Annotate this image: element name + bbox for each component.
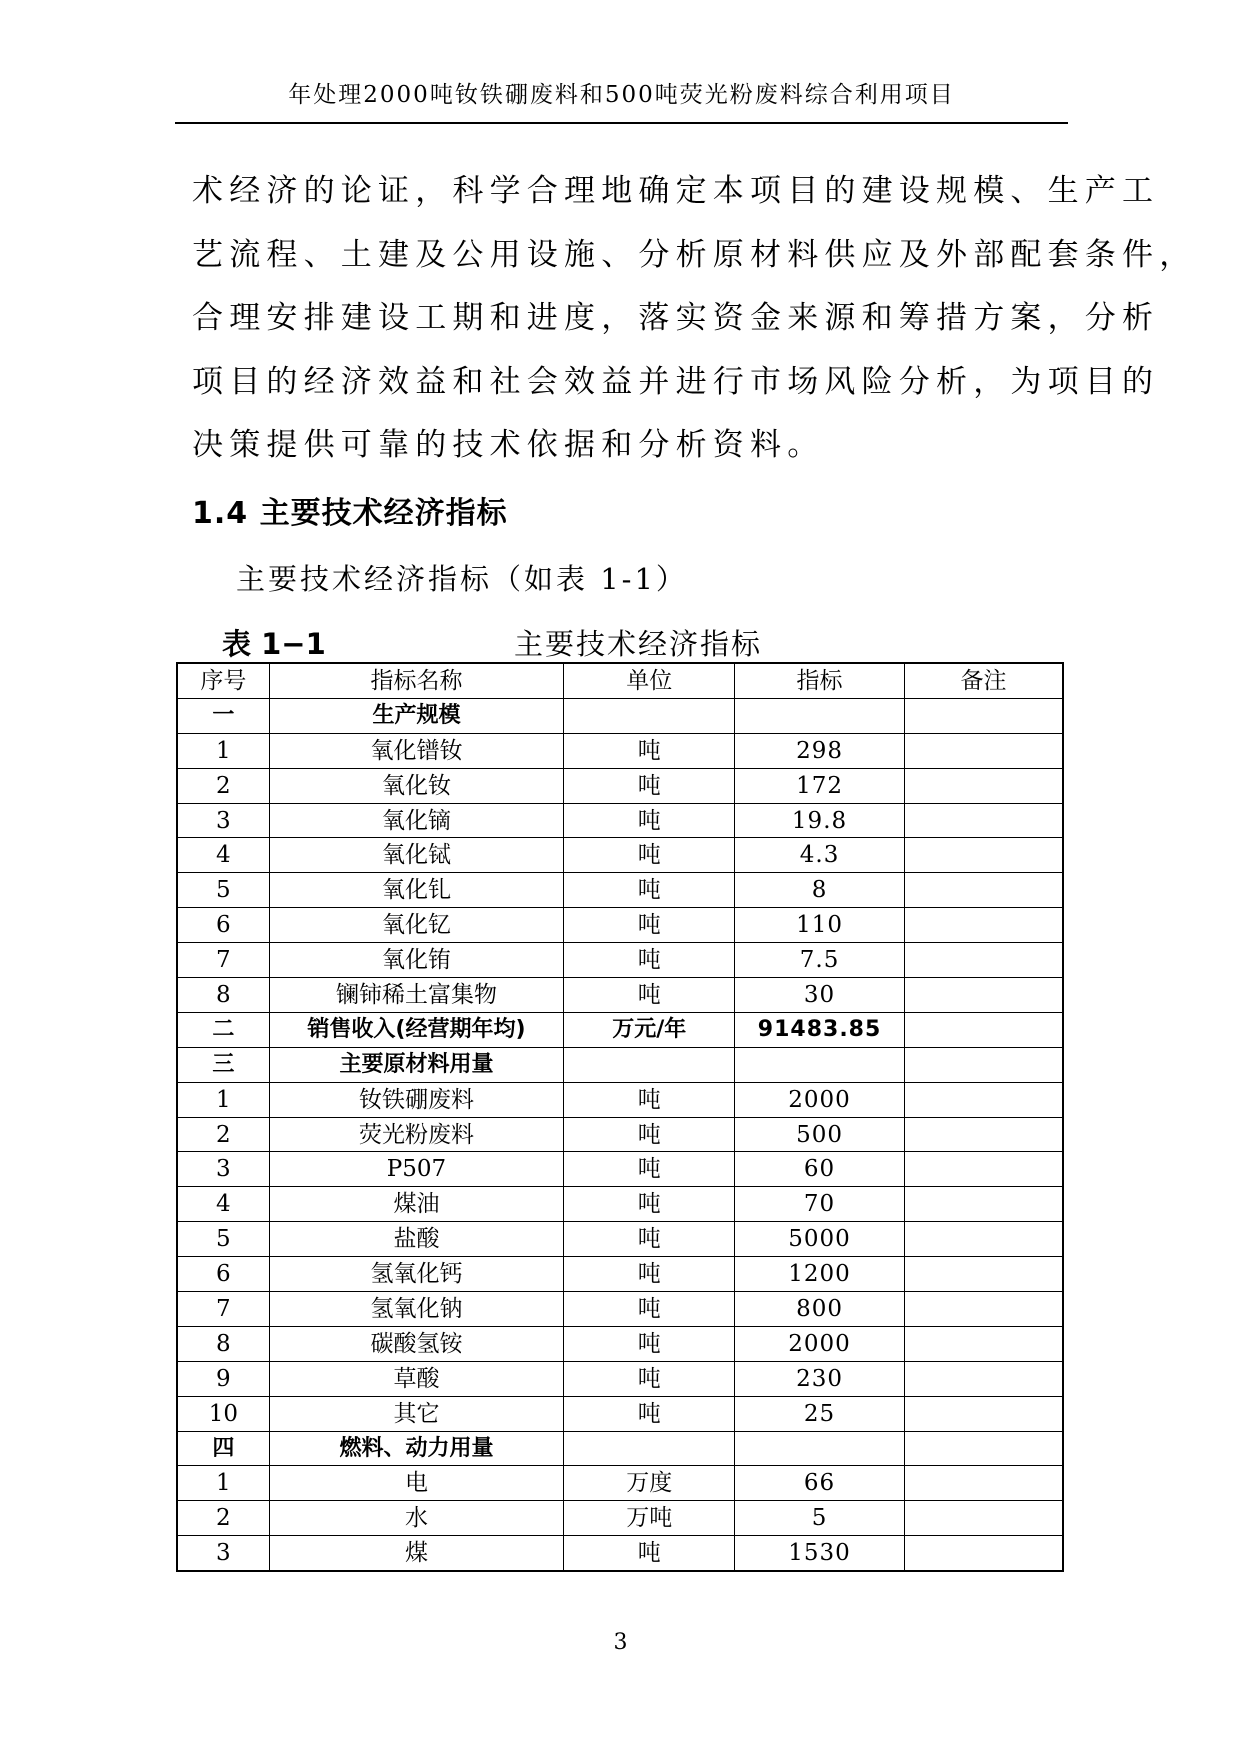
note-cell: [904, 978, 1063, 1013]
paragraph-line: 术经济的论证，科学合理地确定本项目的建设规模、生产工: [192, 173, 1160, 209]
table-row: [177, 1152, 1063, 1187]
table-row: [177, 1292, 1063, 1327]
row-number-cell: 2: [177, 768, 269, 803]
unit-cell: 万元/年: [564, 1012, 735, 1047]
unit-cell: 吨: [564, 1187, 735, 1222]
row-number-cell: 2: [177, 1501, 269, 1536]
note-cell: [904, 1326, 1063, 1361]
note-cell: [904, 873, 1063, 908]
indicator-name-cell: 氧化钇: [269, 908, 564, 943]
note-cell: [904, 1012, 1063, 1047]
unit-cell: 吨: [564, 733, 735, 768]
category-row: [177, 1047, 1063, 1082]
note-cell: [904, 733, 1063, 768]
category-row: [177, 698, 1063, 733]
note-cell: [904, 1082, 1063, 1117]
table-row: [177, 1326, 1063, 1361]
indicator-name-cell: 其它: [269, 1396, 564, 1431]
indicator-name-cell: 燃料、动力用量: [269, 1431, 564, 1466]
row-number-cell: 1: [177, 1466, 269, 1501]
indicator-name-cell: 氢氧化钙: [269, 1257, 564, 1292]
unit-cell: 吨: [564, 803, 735, 838]
table-caption-title: 主要技术经济指标: [514, 627, 763, 661]
value-cell: 800: [735, 1292, 905, 1327]
table-row: [177, 1466, 1063, 1501]
row-number-cell: 四: [177, 1431, 269, 1466]
page-number: 3: [613, 1630, 628, 1655]
indicator-name-cell: 主要原材料用量: [269, 1047, 564, 1082]
value-cell: 30: [735, 978, 905, 1013]
note-cell: [904, 768, 1063, 803]
row-number-cell: 2: [177, 1117, 269, 1152]
category-row: [177, 1431, 1063, 1466]
note-cell: [904, 1396, 1063, 1431]
table-row: [177, 1187, 1063, 1222]
table-row: [177, 768, 1063, 803]
note-cell: [904, 1047, 1063, 1082]
row-number-cell: 5: [177, 1222, 269, 1257]
value-cell: 230: [735, 1361, 905, 1396]
value-cell: 25: [735, 1396, 905, 1431]
note-cell: [904, 1222, 1063, 1257]
row-number-cell: 二: [177, 1012, 269, 1047]
table-row: [177, 733, 1063, 768]
indicator-name-cell: P507: [269, 1152, 564, 1187]
table-row: [177, 1222, 1063, 1257]
row-number-cell: 4: [177, 838, 269, 873]
body-paragraph: [192, 160, 1197, 478]
note-cell: [904, 1257, 1063, 1292]
header-title: 年处理2000吨钕铁硼废料和500吨荧光粉废料综合利用项目: [288, 82, 955, 108]
indicator-name-cell: 草酸: [269, 1361, 564, 1396]
value-cell: [735, 1431, 905, 1466]
unit-cell: 吨: [564, 1361, 735, 1396]
row-number-cell: 9: [177, 1361, 269, 1396]
row-number-cell: 7: [177, 1292, 269, 1327]
unit-cell: 吨: [564, 1117, 735, 1152]
indicator-name-cell: 钕铁硼废料: [269, 1082, 564, 1117]
column-header: 指标名称: [269, 663, 564, 698]
value-cell: 66: [735, 1466, 905, 1501]
table-row: [177, 1082, 1063, 1117]
row-number-cell: 3: [177, 1152, 269, 1187]
unit-cell: 吨: [564, 1152, 735, 1187]
paragraph-line: 艺流程、土建及公用设施、分析原材料供应及外部配套条件，: [192, 236, 1197, 273]
indicator-name-cell: 电: [269, 1466, 564, 1501]
unit-cell: 吨: [564, 978, 735, 1013]
table-row: [177, 1117, 1063, 1152]
row-number-cell: 6: [177, 1257, 269, 1292]
category-row: [177, 1012, 1063, 1047]
value-cell: 7.5: [735, 943, 905, 978]
unit-cell: 吨: [564, 908, 735, 943]
column-header: 序号: [177, 663, 269, 698]
note-cell: [904, 1292, 1063, 1327]
value-cell: 172: [735, 768, 905, 803]
unit-cell: 吨: [564, 768, 735, 803]
row-number-cell: 3: [177, 1536, 269, 1571]
table-row: [177, 1536, 1063, 1571]
unit-cell: 万吨: [564, 1501, 735, 1536]
value-cell: 4.3: [735, 838, 905, 873]
unit-cell: 吨: [564, 1326, 735, 1361]
unit-cell: 吨: [564, 1082, 735, 1117]
note-cell: [904, 1536, 1063, 1571]
paragraph-line: 合理安排建设工期和进度，落实资金来源和筹措方案，分析: [192, 300, 1160, 336]
indicator-name-cell: 煤: [269, 1536, 564, 1571]
section-heading: 1.4 主要技术经济指标: [192, 496, 508, 531]
value-cell: 91483.85: [735, 1012, 905, 1047]
indicator-name-cell: 氧化钆: [269, 873, 564, 908]
row-number-cell: 4: [177, 1187, 269, 1222]
unit-cell: 吨: [564, 1257, 735, 1292]
value-cell: 60: [735, 1152, 905, 1187]
column-header: 备注: [904, 663, 1063, 698]
value-cell: 2000: [735, 1082, 905, 1117]
value-cell: 1530: [735, 1536, 905, 1571]
indicators-table: [176, 662, 1064, 1572]
value-cell: [735, 698, 905, 733]
indicator-name-cell: 荧光粉废料: [269, 1117, 564, 1152]
row-number-cell: 5: [177, 873, 269, 908]
table-row: [177, 803, 1063, 838]
indicator-name-cell: 镧铈稀土富集物: [269, 978, 564, 1013]
note-cell: [904, 1117, 1063, 1152]
indicator-name-cell: 氧化钕: [269, 768, 564, 803]
row-number-cell: 6: [177, 908, 269, 943]
table-body: [177, 698, 1063, 1571]
indicator-name-cell: 碳酸氢铵: [269, 1326, 564, 1361]
value-cell: 5: [735, 1501, 905, 1536]
unit-cell: 吨: [564, 1222, 735, 1257]
value-cell: 70: [735, 1187, 905, 1222]
note-cell: [904, 803, 1063, 838]
indicator-name-cell: 盐酸: [269, 1222, 564, 1257]
row-number-cell: 1: [177, 1082, 269, 1117]
value-cell: [735, 1047, 905, 1082]
paragraph-line: 项目的经济效益和社会效益并进行市场风险分析，为项目的: [192, 363, 1160, 400]
note-cell: [904, 943, 1063, 978]
row-number-cell: 10: [177, 1396, 269, 1431]
value-cell: 500: [735, 1117, 905, 1152]
note-cell: [904, 1466, 1063, 1501]
table-row: [177, 943, 1063, 978]
value-cell: 110: [735, 908, 905, 943]
row-number-cell: 8: [177, 1326, 269, 1361]
table-row: [177, 1361, 1063, 1396]
column-header: 单位: [564, 663, 735, 698]
indicator-name-cell: 氢氧化钠: [269, 1292, 564, 1327]
unit-cell: 吨: [564, 1292, 735, 1327]
paragraph-line: 决策提供可靠的技术依据和分析资料。: [192, 427, 825, 463]
table-caption: [222, 622, 1072, 662]
table-row: [177, 1501, 1063, 1536]
note-cell: [904, 1152, 1063, 1187]
table-row: [177, 908, 1063, 943]
note-cell: [904, 698, 1063, 733]
unit-cell: 吨: [564, 873, 735, 908]
indicator-name-cell: 煤油: [269, 1187, 564, 1222]
row-number-cell: 三: [177, 1047, 269, 1082]
unit-cell: [564, 698, 735, 733]
table-row: [177, 978, 1063, 1013]
column-header: 指标: [735, 663, 905, 698]
indicator-name-cell: 生产规模: [269, 698, 564, 733]
note-cell: [904, 838, 1063, 873]
table-row: [177, 1396, 1063, 1431]
value-cell: 5000: [735, 1222, 905, 1257]
indicator-name-cell: 水: [269, 1501, 564, 1536]
page-header: [175, 78, 1068, 124]
indicator-name-cell: 销售收入(经营期年均): [269, 1012, 564, 1047]
indicator-name-cell: 氧化镨钕: [269, 733, 564, 768]
table-row: [177, 1257, 1063, 1292]
unit-cell: 吨: [564, 1396, 735, 1431]
note-cell: [904, 908, 1063, 943]
table-header-row: [177, 663, 1063, 698]
value-cell: 1200: [735, 1257, 905, 1292]
table-row: [177, 873, 1063, 908]
note-cell: [904, 1361, 1063, 1396]
value-cell: 298: [735, 733, 905, 768]
row-number-cell: 8: [177, 978, 269, 1013]
note-cell: [904, 1501, 1063, 1536]
unit-cell: 吨: [564, 943, 735, 978]
row-number-cell: 1: [177, 733, 269, 768]
value-cell: 2000: [735, 1326, 905, 1361]
unit-cell: 万度: [564, 1466, 735, 1501]
unit-cell: [564, 1431, 735, 1466]
indicator-name-cell: 氧化镝: [269, 803, 564, 838]
indicator-name-cell: 氧化铽: [269, 838, 564, 873]
note-cell: [904, 1187, 1063, 1222]
table-intro: 主要技术经济指标（如表 1-1）: [236, 562, 688, 596]
row-number-cell: 3: [177, 803, 269, 838]
value-cell: 19.8: [735, 803, 905, 838]
unit-cell: 吨: [564, 1536, 735, 1571]
table-row: [177, 838, 1063, 873]
value-cell: 8: [735, 873, 905, 908]
note-cell: [904, 1431, 1063, 1466]
table-caption-label: 表 1−1: [222, 627, 326, 661]
row-number-cell: 一: [177, 698, 269, 733]
indicator-name-cell: 氧化铕: [269, 943, 564, 978]
unit-cell: 吨: [564, 838, 735, 873]
unit-cell: [564, 1047, 735, 1082]
row-number-cell: 7: [177, 943, 269, 978]
